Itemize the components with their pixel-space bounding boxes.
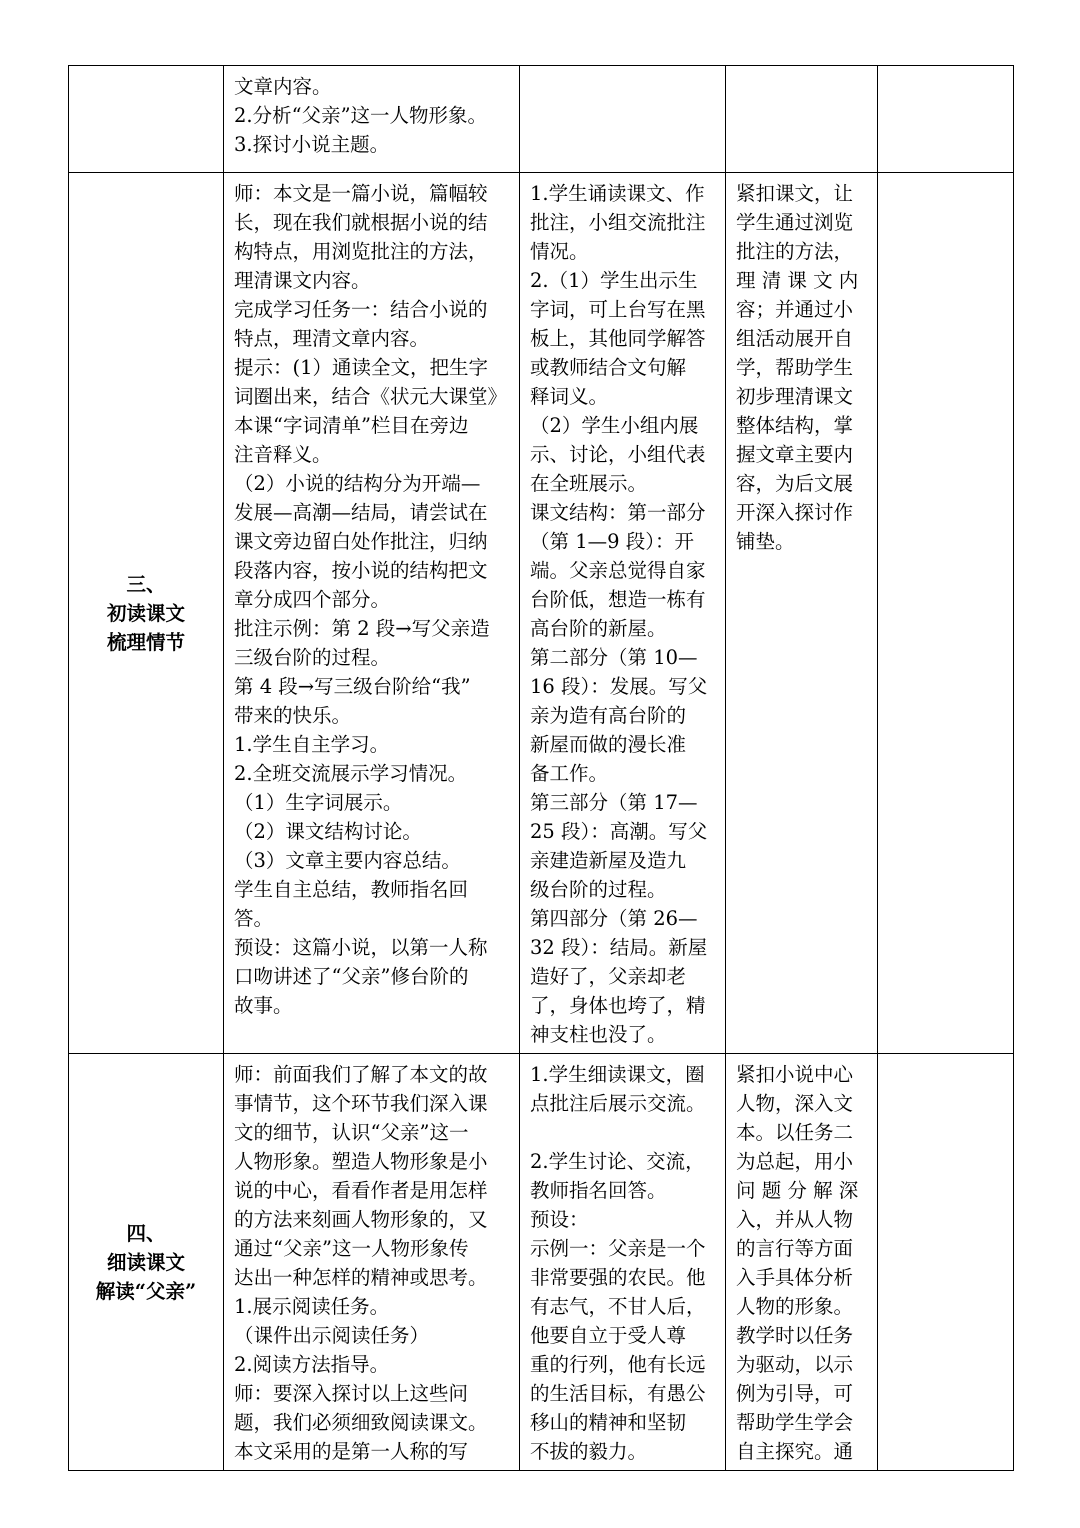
intent-text-line: 组活动展开自 bbox=[736, 327, 854, 350]
stage-text-line: 解读“父亲” bbox=[95, 1279, 197, 1303]
lesson-plan-table bbox=[68, 65, 1014, 1471]
teacher-text-line: 提示：(1）通读全文，把生字 bbox=[234, 356, 489, 379]
teacher-text-line: 预设：这篇小说，以第一人称 bbox=[234, 936, 488, 959]
teacher-text-line: 说的中心，看看作者是用怎样 bbox=[234, 1179, 488, 1202]
teacher-text-line: 带来的快乐。 bbox=[234, 704, 352, 727]
intent-text-line: 的言行等方面 bbox=[736, 1237, 854, 1260]
teacher-text-line: （2）课文结构讨论。 bbox=[234, 820, 422, 843]
student-text-line: 16 段）：发展。写父 bbox=[530, 675, 708, 698]
teacher-text-line: （2）小说的结构分为开端— bbox=[234, 472, 481, 495]
student-text-line: 释词义。 bbox=[530, 385, 609, 408]
teacher-text-line: 3.探讨小说主题。 bbox=[234, 133, 390, 156]
teacher-text-line: 文的细节，认识“父亲”这一 bbox=[234, 1121, 469, 1144]
design-intent-cell bbox=[726, 66, 878, 173]
teacher-text-line: 2.分析“父亲”这一人物形象。 bbox=[234, 104, 488, 127]
intent-text-line: 批注的方法， bbox=[736, 240, 854, 263]
teacher-text-line: 注音释义。 bbox=[234, 443, 332, 466]
student-text-line: 亲为造有高台阶的 bbox=[530, 704, 687, 727]
student-text-line: 第三部分（第 17— bbox=[530, 791, 698, 814]
intent-text-line: 理 清 课 文 内 bbox=[736, 269, 859, 292]
student-text-line: 字词，可上台写在黑 bbox=[530, 298, 706, 321]
student-text-line: 他要自立于受人尊 bbox=[530, 1324, 687, 1347]
teacher-text-line: （课件出示阅读任务） bbox=[234, 1324, 430, 1347]
stage-cell bbox=[69, 66, 224, 173]
teacher-text-line: 口吻讲述了“父亲”修台阶的 bbox=[234, 965, 469, 988]
intent-text-line: 紧扣课文，让 bbox=[736, 182, 854, 205]
intent-text-line: 自主探究。通 bbox=[736, 1440, 854, 1463]
student-text-line: 神支柱也没了。 bbox=[530, 1023, 667, 1046]
student-text-line: 情况。 bbox=[530, 240, 589, 263]
teacher-text-line: 1.展示阅读任务。 bbox=[234, 1295, 390, 1318]
student-text-line: 预设： bbox=[530, 1208, 589, 1231]
teacher-text-line: 2.全班交流展示学习情况。 bbox=[234, 762, 468, 785]
student-text-line: 第四部分（第 26— bbox=[530, 907, 698, 930]
teacher-activity-cell bbox=[224, 173, 520, 1054]
student-text-line: （2）学生小组内展 bbox=[530, 414, 699, 437]
teacher-text-line: 的方法来刻画人物形象的，又 bbox=[234, 1208, 488, 1231]
student-text-line: 有志气，不甘人后， bbox=[530, 1295, 706, 1318]
intent-text-line: 容，为后文展 bbox=[736, 472, 854, 495]
student-text-line: 1.学生诵读课文、作 bbox=[530, 182, 705, 205]
teacher-text-line: 人物形象。塑造人物形象是小 bbox=[234, 1150, 488, 1173]
intent-text-line: 容；并通过小 bbox=[736, 298, 854, 321]
teacher-text-line: 构特点，用浏览批注的方法， bbox=[234, 240, 488, 263]
teacher-text-line: 1.学生自主学习。 bbox=[234, 733, 390, 756]
student-text-line: 示例一：父亲是一个 bbox=[530, 1237, 706, 1260]
remark-cell bbox=[878, 66, 1014, 173]
student-text-line: 点批注后展示交流。 bbox=[530, 1092, 706, 1115]
stage-text-line: 三、 bbox=[126, 572, 166, 596]
student-text-line: 教师指名回答。 bbox=[530, 1179, 667, 1202]
teacher-text-line: 第 4 段→写三级台阶给“我” bbox=[234, 675, 471, 698]
teacher-text-line: 章分成四个部分。 bbox=[234, 588, 391, 611]
teacher-text-line: 课文旁边留白处作批注，归纳 bbox=[234, 530, 488, 553]
intent-text-line: 入手具体分析 bbox=[736, 1266, 854, 1289]
student-text-line bbox=[530, 1118, 719, 1147]
teacher-text-line: 词圈出来，结合《状元大课堂》 bbox=[234, 385, 508, 408]
student-text-line: 不拔的毅力。 bbox=[530, 1440, 648, 1463]
intent-text-line: 为总起，用小 bbox=[736, 1150, 854, 1173]
teacher-text-line: 通过“父亲”这一人物形象传 bbox=[234, 1237, 469, 1260]
stage-text-line: 初读课文 bbox=[106, 601, 185, 625]
teacher-text-line: 本文采用的是第一人称的写 bbox=[234, 1440, 469, 1463]
student-text-line: 移山的精神和坚韧 bbox=[530, 1411, 687, 1434]
student-text-line: 2.（1）学生出示生 bbox=[530, 269, 698, 292]
stage-cell bbox=[69, 173, 224, 1054]
student-activity-cell bbox=[520, 1054, 726, 1471]
teacher-text-line: （3）文章主要内容总结。 bbox=[234, 849, 461, 872]
stage-text-line: 梳理情节 bbox=[106, 630, 185, 654]
stage-text-line: 四、 bbox=[126, 1221, 166, 1245]
intent-text-line: 为驱动，以示 bbox=[736, 1353, 854, 1376]
design-intent-cell bbox=[726, 1054, 878, 1471]
intent-text-line: 人物的形象。 bbox=[736, 1295, 854, 1318]
student-text-line: 非常要强的农民。他 bbox=[530, 1266, 706, 1289]
intent-text-line: 初步理清课文 bbox=[736, 385, 854, 408]
teacher-text-line: 答。 bbox=[234, 907, 274, 930]
student-text-line: 备工作。 bbox=[530, 762, 609, 785]
intent-text-line: 问 题 分 解 深 bbox=[736, 1179, 859, 1202]
teacher-text-line: 师：本文是一篇小说，篇幅较 bbox=[234, 182, 488, 205]
student-text-line: 在全班展示。 bbox=[530, 472, 648, 495]
student-text-line: 的生活目标，有愚公 bbox=[530, 1382, 706, 1405]
intent-text-line: 本。以任务二 bbox=[736, 1121, 854, 1144]
student-text-line: 端。父亲总觉得自家 bbox=[530, 559, 706, 582]
student-text-line: 批注，小组交流批注 bbox=[530, 211, 706, 234]
intent-text-line: 铺垫。 bbox=[736, 530, 795, 553]
student-text-line: 了，身体也垮了，精 bbox=[530, 994, 706, 1017]
student-text-line: 台阶低，想造一栋有 bbox=[530, 588, 706, 611]
design-intent-cell bbox=[726, 173, 878, 1054]
table-row bbox=[69, 1054, 1014, 1471]
teacher-text-line: 师：要深入探讨以上这些问 bbox=[234, 1382, 469, 1405]
student-text-line: （第 1—9 段）：开 bbox=[530, 530, 694, 553]
student-text-line: 高台阶的新屋。 bbox=[530, 617, 667, 640]
teacher-text-line: （1）生字词展示。 bbox=[234, 791, 403, 814]
remark-cell bbox=[878, 1054, 1014, 1471]
teacher-text-line: 本课“字词清单”栏目在旁边 bbox=[234, 414, 469, 437]
teacher-text-line: 2.阅读方法指导。 bbox=[234, 1353, 390, 1376]
teacher-activity-cell bbox=[224, 1054, 520, 1471]
teacher-text-line: 三级台阶的过程。 bbox=[234, 646, 391, 669]
student-text-line: 1.学生细读课文，圈 bbox=[530, 1063, 705, 1086]
teacher-text-line: 理清课文内容。 bbox=[234, 269, 371, 292]
table-row bbox=[69, 173, 1014, 1054]
intent-text-line: 教学时以任务 bbox=[736, 1324, 854, 1347]
student-text-line: 板上，其他同学解答 bbox=[530, 327, 706, 350]
teacher-text-line: 故事。 bbox=[234, 994, 293, 1017]
stage-cell bbox=[69, 1054, 224, 1471]
student-text-line: 或教师结合文句解 bbox=[530, 356, 687, 379]
student-text-line: 32 段）：结局。新屋 bbox=[530, 936, 708, 959]
teacher-text-line: 段落内容，按小说的结构把文 bbox=[234, 559, 488, 582]
intent-text-line: 帮助学生学会 bbox=[736, 1411, 854, 1434]
student-text-line: 2.学生讨论、交流， bbox=[530, 1150, 705, 1173]
teacher-text-line: 达出一种怎样的精神或思考。 bbox=[234, 1266, 488, 1289]
intent-text-line: 例为引导，可 bbox=[736, 1382, 854, 1405]
teacher-text-line: 特点，理清文章内容。 bbox=[234, 327, 430, 350]
student-text-line: 课文结构：第一部分 bbox=[530, 501, 706, 524]
teacher-text-line: 完成学习任务一：结合小说的 bbox=[234, 298, 488, 321]
table-row bbox=[69, 66, 1014, 173]
intent-text-line: 握文章主要内 bbox=[736, 443, 854, 466]
teacher-text-line: 学生自主总结，教师指名回 bbox=[234, 878, 469, 901]
teacher-activity-cell bbox=[224, 66, 520, 173]
teacher-text-line: 事情节，这个环节我们深入课 bbox=[234, 1092, 488, 1115]
student-activity-cell bbox=[520, 66, 726, 173]
intent-text-line: 学，帮助学生 bbox=[736, 356, 854, 379]
intent-text-line: 整体结构，掌 bbox=[736, 414, 854, 437]
intent-text-line: 开深入探讨作 bbox=[736, 501, 854, 524]
teacher-text-line: 批注示例：第 2 段→写父亲造 bbox=[234, 617, 490, 640]
teacher-text-line: 师：前面我们了解了本文的故 bbox=[234, 1063, 488, 1086]
intent-text-line: 人物，深入文 bbox=[736, 1092, 854, 1115]
teacher-text-line: 发展—高潮—结局，请尝试在 bbox=[234, 501, 488, 524]
student-text-line: 重的行列，他有长远 bbox=[530, 1353, 706, 1376]
teacher-text-line: 题，我们必须细致阅读课文。 bbox=[234, 1411, 488, 1434]
teacher-text-line: 文章内容。 bbox=[234, 75, 332, 98]
intent-text-line: 紧扣小说中心 bbox=[736, 1063, 854, 1086]
student-text-line: 25 段）：高潮。写父 bbox=[530, 820, 708, 843]
intent-text-line: 入，并从人物 bbox=[736, 1208, 854, 1231]
student-text-line: 亲建造新屋及造九 bbox=[530, 849, 687, 872]
stage-text-line: 细读课文 bbox=[106, 1250, 185, 1274]
student-text-line: 新屋而做的漫长准 bbox=[530, 733, 687, 756]
student-text-line: 级台阶的过程。 bbox=[530, 878, 667, 901]
intent-text-line: 学生通过浏览 bbox=[736, 211, 854, 234]
student-text-line: 第二部分（第 10— bbox=[530, 646, 698, 669]
teacher-text-line: 长，现在我们就根据小说的结 bbox=[234, 211, 488, 234]
student-text-line: 示、讨论，小组代表 bbox=[530, 443, 706, 466]
student-text-line: 造好了，父亲却老 bbox=[530, 965, 687, 988]
remark-cell bbox=[878, 173, 1014, 1054]
student-activity-cell bbox=[520, 173, 726, 1054]
